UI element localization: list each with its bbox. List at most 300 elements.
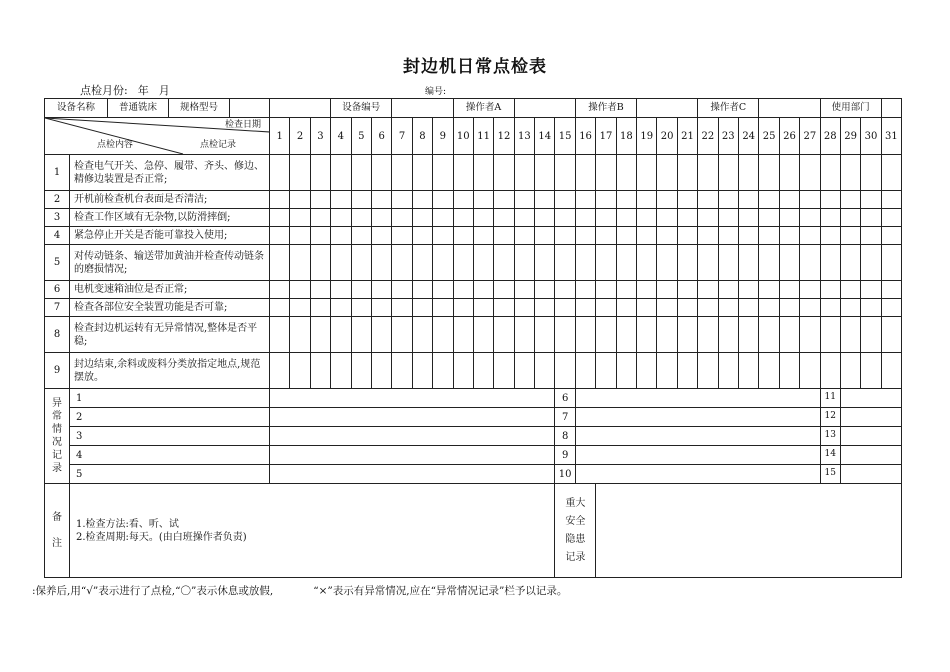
check-cell[interactable] — [473, 299, 493, 317]
check-cell[interactable] — [535, 353, 555, 389]
check-cell[interactable] — [657, 353, 677, 389]
check-cell[interactable] — [453, 245, 473, 281]
check-cell[interactable] — [270, 299, 290, 317]
check-cell[interactable] — [433, 245, 453, 281]
abnormal-entry[interactable] — [270, 446, 555, 465]
check-cell[interactable] — [738, 209, 758, 227]
check-cell[interactable] — [718, 317, 738, 353]
check-cell[interactable] — [738, 155, 758, 191]
check-cell[interactable] — [514, 245, 534, 281]
check-cell[interactable] — [657, 281, 677, 299]
check-cell[interactable] — [575, 317, 595, 353]
check-cell[interactable] — [371, 353, 391, 389]
check-cell[interactable] — [290, 353, 310, 389]
check-cell[interactable] — [331, 353, 351, 389]
check-cell[interactable] — [718, 227, 738, 245]
check-cell[interactable] — [779, 245, 799, 281]
abnormal-entry[interactable] — [840, 465, 901, 484]
check-cell[interactable] — [351, 209, 371, 227]
check-cell[interactable] — [718, 353, 738, 389]
check-cell[interactable] — [759, 245, 779, 281]
check-cell[interactable] — [371, 209, 391, 227]
check-cell[interactable] — [331, 227, 351, 245]
check-cell[interactable] — [351, 353, 371, 389]
check-cell[interactable] — [840, 299, 860, 317]
check-cell[interactable] — [392, 281, 412, 299]
check-cell[interactable] — [555, 191, 575, 209]
check-cell[interactable] — [779, 227, 799, 245]
check-cell[interactable] — [290, 281, 310, 299]
check-cell[interactable] — [698, 209, 718, 227]
check-cell[interactable] — [616, 353, 636, 389]
operator-c-value[interactable] — [759, 99, 820, 118]
check-cell[interactable] — [759, 155, 779, 191]
check-cell[interactable] — [310, 155, 330, 191]
check-cell[interactable] — [453, 209, 473, 227]
check-cell[interactable] — [616, 245, 636, 281]
check-cell[interactable] — [351, 227, 371, 245]
check-cell[interactable] — [637, 191, 657, 209]
check-cell[interactable] — [575, 281, 595, 299]
check-cell[interactable] — [840, 245, 860, 281]
check-cell[interactable] — [473, 227, 493, 245]
check-cell[interactable] — [698, 299, 718, 317]
check-cell[interactable] — [453, 191, 473, 209]
check-cell[interactable] — [840, 155, 860, 191]
hazard-record-field[interactable] — [596, 484, 902, 578]
check-cell[interactable] — [473, 317, 493, 353]
check-cell[interactable] — [575, 209, 595, 227]
check-cell[interactable] — [779, 191, 799, 209]
check-cell[interactable] — [820, 191, 840, 209]
check-cell[interactable] — [514, 299, 534, 317]
check-cell[interactable] — [861, 317, 881, 353]
check-cell[interactable] — [351, 191, 371, 209]
check-cell[interactable] — [840, 227, 860, 245]
check-cell[interactable] — [657, 191, 677, 209]
check-cell[interactable] — [270, 245, 290, 281]
check-cell[interactable] — [738, 317, 758, 353]
check-cell[interactable] — [861, 281, 881, 299]
check-cell[interactable] — [881, 227, 901, 245]
check-cell[interactable] — [881, 353, 901, 389]
check-cell[interactable] — [392, 209, 412, 227]
abnormal-entry[interactable] — [575, 389, 820, 408]
check-cell[interactable] — [861, 245, 881, 281]
check-cell[interactable] — [535, 155, 555, 191]
check-cell[interactable] — [494, 353, 514, 389]
check-cell[interactable] — [310, 191, 330, 209]
check-cell[interactable] — [412, 353, 432, 389]
check-cell[interactable] — [637, 299, 657, 317]
check-cell[interactable] — [800, 155, 820, 191]
check-cell[interactable] — [412, 317, 432, 353]
check-cell[interactable] — [535, 245, 555, 281]
check-cell[interactable] — [514, 209, 534, 227]
check-cell[interactable] — [535, 209, 555, 227]
check-cell[interactable] — [494, 245, 514, 281]
check-cell[interactable] — [820, 209, 840, 227]
abnormal-entry[interactable] — [840, 389, 901, 408]
check-cell[interactable] — [514, 317, 534, 353]
check-cell[interactable] — [392, 299, 412, 317]
check-cell[interactable] — [718, 209, 738, 227]
abnormal-entry[interactable] — [575, 446, 820, 465]
check-cell[interactable] — [453, 227, 473, 245]
check-cell[interactable] — [270, 155, 290, 191]
check-cell[interactable] — [473, 191, 493, 209]
check-cell[interactable] — [331, 245, 351, 281]
check-cell[interactable] — [616, 227, 636, 245]
check-cell[interactable] — [310, 299, 330, 317]
check-cell[interactable] — [270, 281, 290, 299]
check-cell[interactable] — [575, 353, 595, 389]
check-cell[interactable] — [371, 317, 391, 353]
check-cell[interactable] — [718, 155, 738, 191]
check-cell[interactable] — [861, 299, 881, 317]
check-cell[interactable] — [555, 245, 575, 281]
check-cell[interactable] — [433, 155, 453, 191]
check-cell[interactable] — [657, 155, 677, 191]
check-cell[interactable] — [290, 299, 310, 317]
check-cell[interactable] — [759, 227, 779, 245]
check-cell[interactable] — [800, 353, 820, 389]
check-cell[interactable] — [535, 281, 555, 299]
check-cell[interactable] — [392, 191, 412, 209]
abnormal-entry[interactable] — [270, 465, 555, 484]
check-cell[interactable] — [759, 299, 779, 317]
check-cell[interactable] — [371, 281, 391, 299]
check-cell[interactable] — [433, 227, 453, 245]
check-cell[interactable] — [779, 317, 799, 353]
check-cell[interactable] — [310, 209, 330, 227]
check-cell[interactable] — [514, 281, 534, 299]
abnormal-entry[interactable] — [575, 465, 820, 484]
check-cell[interactable] — [596, 155, 616, 191]
check-cell[interactable] — [738, 191, 758, 209]
check-cell[interactable] — [535, 227, 555, 245]
abnormal-entry[interactable] — [840, 446, 901, 465]
check-cell[interactable] — [657, 209, 677, 227]
operator-b-value[interactable] — [637, 99, 698, 118]
check-cell[interactable] — [637, 209, 657, 227]
check-cell[interactable] — [881, 209, 901, 227]
check-cell[interactable] — [616, 191, 636, 209]
check-cell[interactable] — [331, 317, 351, 353]
check-cell[interactable] — [453, 353, 473, 389]
check-cell[interactable] — [433, 191, 453, 209]
check-cell[interactable] — [698, 353, 718, 389]
check-cell[interactable] — [351, 317, 371, 353]
check-cell[interactable] — [473, 209, 493, 227]
check-cell[interactable] — [270, 191, 290, 209]
check-cell[interactable] — [555, 299, 575, 317]
check-cell[interactable] — [677, 317, 697, 353]
check-cell[interactable] — [494, 191, 514, 209]
check-cell[interactable] — [555, 209, 575, 227]
check-cell[interactable] — [412, 281, 432, 299]
check-cell[interactable] — [800, 227, 820, 245]
abnormal-entry[interactable] — [575, 427, 820, 446]
check-cell[interactable] — [820, 281, 840, 299]
check-cell[interactable] — [290, 317, 310, 353]
check-cell[interactable] — [514, 155, 534, 191]
check-cell[interactable] — [412, 227, 432, 245]
check-cell[interactable] — [840, 191, 860, 209]
check-cell[interactable] — [371, 155, 391, 191]
check-cell[interactable] — [331, 209, 351, 227]
check-cell[interactable] — [575, 155, 595, 191]
check-cell[interactable] — [331, 281, 351, 299]
check-cell[interactable] — [514, 191, 534, 209]
check-cell[interactable] — [596, 317, 616, 353]
check-cell[interactable] — [290, 209, 310, 227]
check-cell[interactable] — [351, 281, 371, 299]
check-cell[interactable] — [759, 317, 779, 353]
check-cell[interactable] — [800, 191, 820, 209]
equipment-no-value[interactable] — [392, 99, 453, 118]
check-cell[interactable] — [637, 245, 657, 281]
check-cell[interactable] — [840, 353, 860, 389]
abnormal-entry[interactable] — [270, 427, 555, 446]
check-cell[interactable] — [290, 155, 310, 191]
check-cell[interactable] — [677, 245, 697, 281]
check-cell[interactable] — [779, 353, 799, 389]
check-cell[interactable] — [412, 191, 432, 209]
operator-a-value[interactable] — [514, 99, 575, 118]
abnormal-entry[interactable] — [270, 408, 555, 427]
check-cell[interactable] — [881, 281, 901, 299]
check-cell[interactable] — [555, 317, 575, 353]
check-cell[interactable] — [473, 281, 493, 299]
check-cell[interactable] — [555, 353, 575, 389]
check-cell[interactable] — [861, 209, 881, 227]
check-cell[interactable] — [657, 227, 677, 245]
check-cell[interactable] — [290, 245, 310, 281]
check-cell[interactable] — [738, 281, 758, 299]
check-cell[interactable] — [616, 317, 636, 353]
check-cell[interactable] — [881, 155, 901, 191]
check-cell[interactable] — [779, 281, 799, 299]
check-cell[interactable] — [759, 209, 779, 227]
check-cell[interactable] — [453, 299, 473, 317]
check-cell[interactable] — [494, 281, 514, 299]
check-cell[interactable] — [616, 155, 636, 191]
check-cell[interactable] — [840, 281, 860, 299]
check-cell[interactable] — [371, 299, 391, 317]
check-cell[interactable] — [881, 191, 901, 209]
check-cell[interactable] — [535, 191, 555, 209]
check-cell[interactable] — [575, 245, 595, 281]
check-cell[interactable] — [820, 299, 840, 317]
check-cell[interactable] — [800, 245, 820, 281]
check-cell[interactable] — [698, 281, 718, 299]
check-cell[interactable] — [596, 353, 616, 389]
check-cell[interactable] — [351, 245, 371, 281]
check-cell[interactable] — [677, 209, 697, 227]
check-cell[interactable] — [392, 227, 412, 245]
check-cell[interactable] — [392, 317, 412, 353]
check-cell[interactable] — [759, 281, 779, 299]
check-cell[interactable] — [412, 209, 432, 227]
check-cell[interactable] — [657, 299, 677, 317]
check-cell[interactable] — [433, 353, 453, 389]
check-cell[interactable] — [596, 245, 616, 281]
check-cell[interactable] — [596, 191, 616, 209]
check-cell[interactable] — [779, 299, 799, 317]
check-cell[interactable] — [351, 299, 371, 317]
check-cell[interactable] — [861, 353, 881, 389]
abnormal-entry[interactable] — [575, 408, 820, 427]
check-cell[interactable] — [677, 353, 697, 389]
check-cell[interactable] — [310, 227, 330, 245]
check-cell[interactable] — [270, 353, 290, 389]
check-cell[interactable] — [677, 281, 697, 299]
check-cell[interactable] — [657, 245, 677, 281]
check-cell[interactable] — [718, 299, 738, 317]
check-cell[interactable] — [698, 191, 718, 209]
check-cell[interactable] — [412, 299, 432, 317]
check-cell[interactable] — [657, 317, 677, 353]
check-cell[interactable] — [677, 299, 697, 317]
check-cell[interactable] — [698, 317, 718, 353]
check-cell[interactable] — [738, 299, 758, 317]
check-cell[interactable] — [535, 299, 555, 317]
check-cell[interactable] — [596, 299, 616, 317]
check-cell[interactable] — [718, 245, 738, 281]
check-cell[interactable] — [473, 353, 493, 389]
check-cell[interactable] — [514, 227, 534, 245]
check-cell[interactable] — [616, 299, 636, 317]
check-cell[interactable] — [800, 209, 820, 227]
check-cell[interactable] — [331, 155, 351, 191]
check-cell[interactable] — [616, 281, 636, 299]
check-cell[interactable] — [698, 245, 718, 281]
check-cell[interactable] — [494, 299, 514, 317]
check-cell[interactable] — [861, 191, 881, 209]
check-cell[interactable] — [861, 155, 881, 191]
check-cell[interactable] — [637, 227, 657, 245]
check-cell[interactable] — [779, 209, 799, 227]
check-cell[interactable] — [331, 191, 351, 209]
check-cell[interactable] — [494, 209, 514, 227]
check-cell[interactable] — [698, 155, 718, 191]
check-cell[interactable] — [473, 155, 493, 191]
check-cell[interactable] — [718, 191, 738, 209]
check-cell[interactable] — [494, 155, 514, 191]
check-cell[interactable] — [310, 281, 330, 299]
abnormal-entry[interactable] — [840, 427, 901, 446]
check-cell[interactable] — [494, 227, 514, 245]
check-cell[interactable] — [738, 245, 758, 281]
check-cell[interactable] — [840, 209, 860, 227]
check-cell[interactable] — [453, 281, 473, 299]
check-cell[interactable] — [881, 299, 901, 317]
check-cell[interactable] — [637, 155, 657, 191]
check-cell[interactable] — [718, 281, 738, 299]
check-cell[interactable] — [433, 317, 453, 353]
check-cell[interactable] — [820, 317, 840, 353]
abnormal-entry[interactable] — [270, 389, 555, 408]
check-cell[interactable] — [555, 281, 575, 299]
check-cell[interactable] — [310, 353, 330, 389]
check-cell[interactable] — [270, 227, 290, 245]
check-cell[interactable] — [861, 227, 881, 245]
check-cell[interactable] — [555, 155, 575, 191]
check-cell[interactable] — [270, 209, 290, 227]
check-cell[interactable] — [310, 245, 330, 281]
abnormal-entry[interactable] — [840, 408, 901, 427]
check-cell[interactable] — [433, 281, 453, 299]
check-cell[interactable] — [759, 353, 779, 389]
check-cell[interactable] — [616, 209, 636, 227]
spec-model-value[interactable] — [270, 99, 331, 118]
check-cell[interactable] — [596, 209, 616, 227]
check-cell[interactable] — [453, 317, 473, 353]
check-cell[interactable] — [800, 317, 820, 353]
department-value[interactable] — [881, 99, 901, 118]
check-cell[interactable] — [596, 227, 616, 245]
check-cell[interactable] — [820, 227, 840, 245]
check-cell[interactable] — [881, 317, 901, 353]
check-cell[interactable] — [738, 227, 758, 245]
check-cell[interactable] — [392, 155, 412, 191]
check-cell[interactable] — [371, 227, 391, 245]
check-cell[interactable] — [800, 281, 820, 299]
check-cell[interactable] — [820, 353, 840, 389]
check-cell[interactable] — [820, 155, 840, 191]
check-cell[interactable] — [412, 245, 432, 281]
check-cell[interactable] — [433, 299, 453, 317]
check-cell[interactable] — [392, 245, 412, 281]
check-cell[interactable] — [351, 155, 371, 191]
check-cell[interactable] — [290, 227, 310, 245]
check-cell[interactable] — [555, 227, 575, 245]
check-cell[interactable] — [514, 353, 534, 389]
check-cell[interactable] — [800, 299, 820, 317]
check-cell[interactable] — [392, 353, 412, 389]
check-cell[interactable] — [698, 227, 718, 245]
check-cell[interactable] — [371, 191, 391, 209]
check-cell[interactable] — [371, 245, 391, 281]
check-cell[interactable] — [290, 191, 310, 209]
check-cell[interactable] — [738, 353, 758, 389]
check-cell[interactable] — [494, 317, 514, 353]
check-cell[interactable] — [412, 155, 432, 191]
check-cell[interactable] — [575, 299, 595, 317]
check-cell[interactable] — [637, 281, 657, 299]
check-cell[interactable] — [637, 353, 657, 389]
check-cell[interactable] — [820, 245, 840, 281]
check-cell[interactable] — [779, 155, 799, 191]
check-cell[interactable] — [840, 317, 860, 353]
check-cell[interactable] — [637, 317, 657, 353]
check-cell[interactable] — [759, 191, 779, 209]
check-cell[interactable] — [310, 317, 330, 353]
check-cell[interactable] — [677, 191, 697, 209]
check-cell[interactable] — [473, 245, 493, 281]
check-cell[interactable] — [596, 281, 616, 299]
check-cell[interactable] — [270, 317, 290, 353]
check-cell[interactable] — [677, 155, 697, 191]
check-cell[interactable] — [575, 227, 595, 245]
check-cell[interactable] — [677, 227, 697, 245]
check-cell[interactable] — [331, 299, 351, 317]
check-cell[interactable] — [535, 317, 555, 353]
check-cell[interactable] — [453, 155, 473, 191]
check-cell[interactable] — [575, 191, 595, 209]
check-cell[interactable] — [881, 245, 901, 281]
